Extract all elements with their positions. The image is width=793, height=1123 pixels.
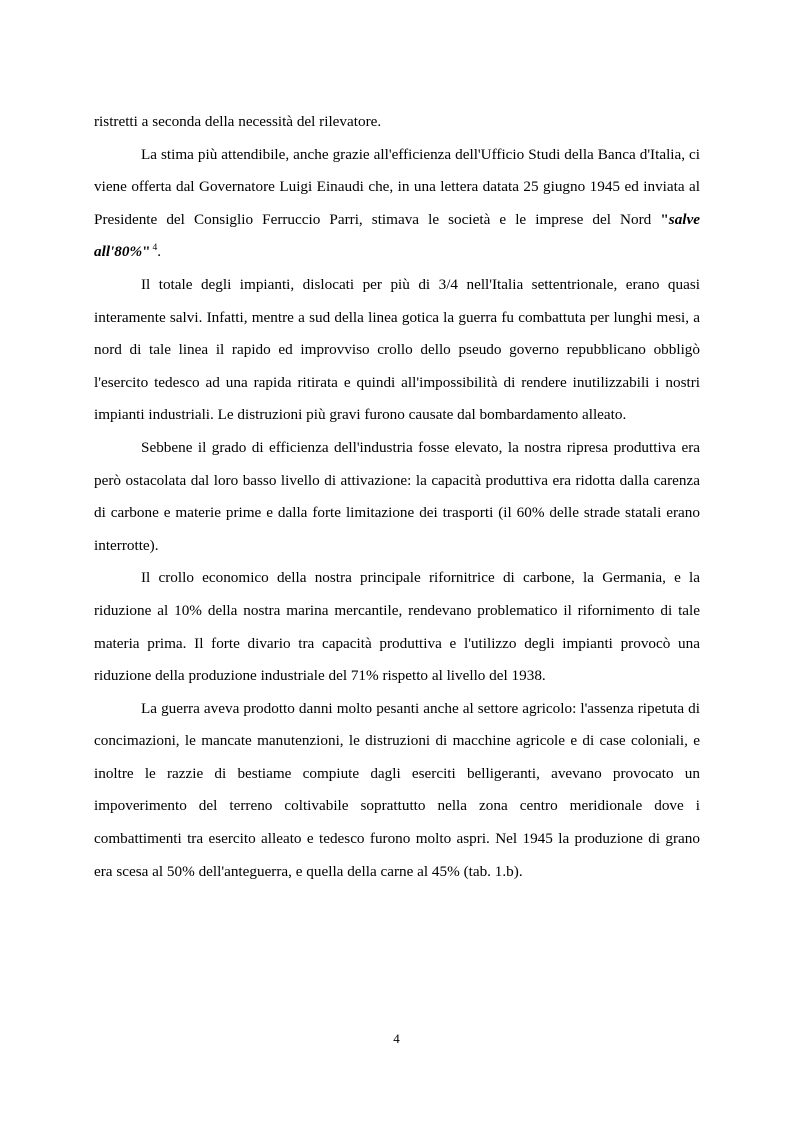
paragraph-5: Il crollo economico della nostra principale rifornitrice di carbone, la Germania, e la riduzione al 10% della nostra marina mercantile, rendevano problematico il rifornimento di tale materia prima. Il forte divario tra capacità produttiva e l'utilizzo degli impianti provocò una riduzione della produzione industriale del 71% rispetto al livello del 1938. (94, 569, 700, 685)
quote-close: " (142, 243, 151, 261)
footnote-reference[interactable]: 4 (152, 243, 158, 254)
quote-open: " (660, 210, 669, 228)
quote-text: salve all'80% (94, 210, 700, 261)
paragraph-1: ristretti a seconda della necessità del rilevatore. (94, 113, 382, 130)
paragraph-4: Sebbene il grado di efficienza dell'industria fosse elevato, la nostra ripresa produttiva era però ostacolata dal loro basso livello di attivazione: la capacità produttiva era ridotta dalla carenza di carbone e materie prime e dalla forte limitazione dei trasporti (il 60% delle strade statali erano interrotte). (94, 438, 700, 554)
paragraph-3: Il totale degli impianti, dislocati per più di 3/4 nell'Italia settentrionale, erano quasi interamente salvi. Infatti, mentre a sud della linea gotica la guerra fu combattuta per lunghi mesi, a nord di tale linea il rapido ed improvviso crollo dello pseudo governo repubblicano obbligò l'esercito tedesco ad una rapida ritirata e quindi all'impossibilità di rendere inutilizzabili i nostri impianti industriali. Le distruzioni più gravi furono causate dal bombardamento alleato. (94, 275, 700, 424)
paragraph-6: La guerra aveva prodotto danni molto pesanti anche al settore agricolo: l'assenza ripetuta di concimazioni, le mancate manutenzioni, le distruzioni di macchine agricole e di case coloniali, e inoltre le razzie di bestiame compiute dagli eserciti belligeranti, avevano provocato un impoverimento del terreno coltivabile soprattutto nella zona centro meridionale dove i combattimenti tra esercito alleato e tedesco furono molto aspri. Nel 1945 la produzione di grano era scesa al 50% dell'anteguerra, e quella della carne al 45% (tab. 1.b). (94, 699, 700, 880)
paragraph-2-text: La stima più attendibile, anche grazie all'efficienza dell'Ufficio Studi della Banca d'Italia, ci viene offerta dal Governatore Luigi Einaudi che, in una lettera datata 25 giugno 1945 ed inviata al Presidente del Consiglio Ferruccio Parri, stimava le società e le imprese del Nord (94, 145, 700, 228)
paragraph-2-end: . (157, 243, 162, 261)
page-body (94, 106, 700, 888)
page-number: 4 (393, 1031, 400, 1046)
paragraph-2 (94, 139, 700, 269)
